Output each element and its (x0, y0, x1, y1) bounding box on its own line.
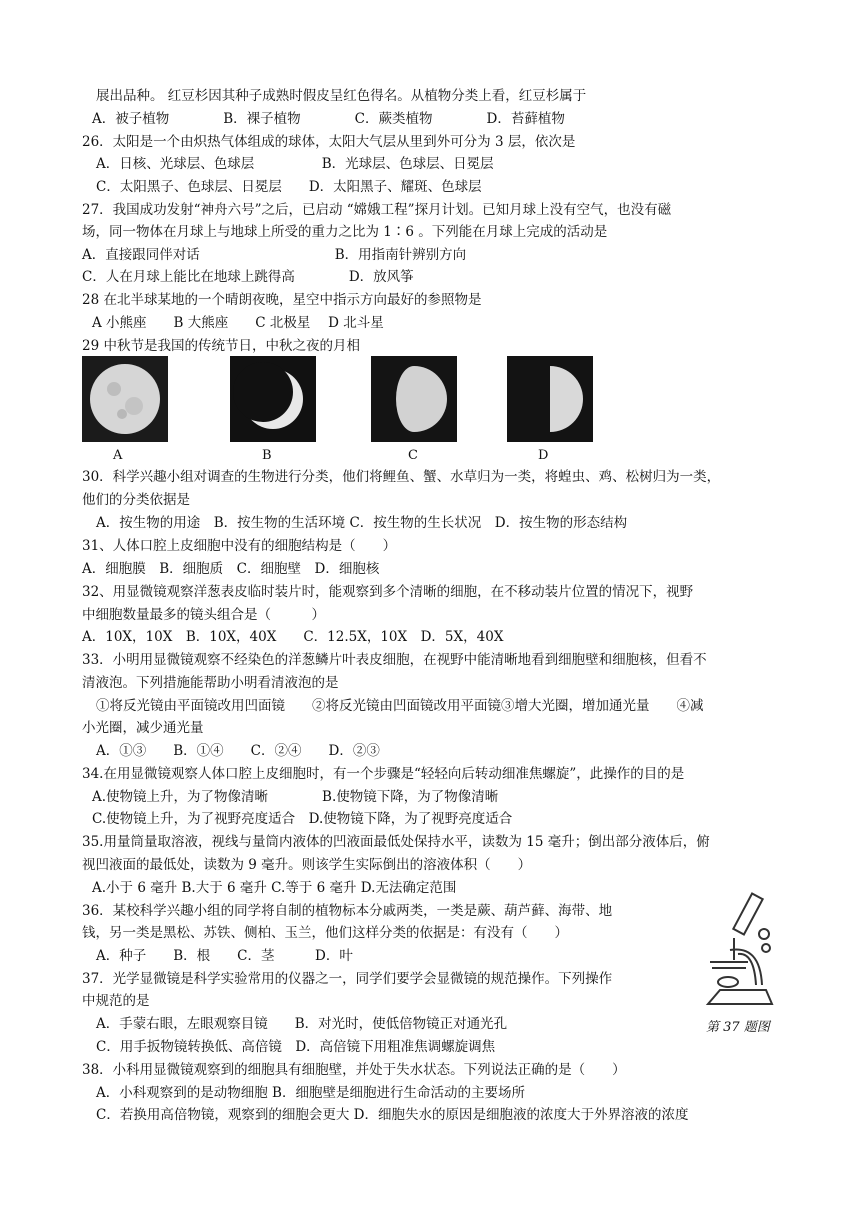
text-line: 视凹液面的最低处，读数为 9 毫升。则该学生实际倒出的溶液体积（ ） (82, 857, 532, 873)
moon-label-a: A (113, 448, 123, 463)
moon-label-d: D (538, 448, 549, 463)
text-line: 33．小明用显微镜观察不经染色的洋葱鳞片叶表皮细胞，在视野中能清晰地看到细胞壁和细胞核，但看不 (82, 652, 707, 668)
figure-caption: 第 37 题图 (706, 1020, 770, 1035)
text-line: 31、人体口腔上皮细胞中没有的细胞结构是（ ） (82, 538, 397, 554)
text-line: 32、用显微镜观察洋葱表皮临时装片时，能观察到多个清晰的细胞，在不移动装片位置的情况下，视野 (82, 584, 694, 600)
text-line: 中细胞数量最多的镜头组合是（ ） (82, 607, 325, 623)
text-line: C．若换用高倍物镜，观察到的细胞会更大 D．细胞失水的原因是细胞液的浓度大于外界溶液的浓度 (96, 1107, 689, 1123)
moon-phase-figure (82, 356, 782, 442)
text-line: 场，同一物体在月球上与地球上所受的重力之比为 1∶6 。下列能在月球上完成的活动是 (82, 224, 608, 240)
text-line: A.使物镜上升，为了物像清晰 B.使物镜下降，为了物像清晰 (92, 789, 499, 805)
text-line: 28 在北半球某地的一个晴朗夜晚，星空中指示方向最好的参照物是 (82, 292, 482, 308)
text-line: 35.用量筒量取溶液，视线与量筒内液体的凹液面最低处保持水平，读数为 15 毫升；倒出部分液体后，俯 (82, 834, 710, 850)
text-line: A．细胞膜 B．细胞质 C．细胞壁 D．细胞核 (82, 561, 380, 577)
text-line: 27．我国成功发射“神舟六号”之后，已启动 “嫦娥工程”探月计划。已知月球上没有空气，也没有磁 (82, 202, 672, 218)
text-line: 小光圈，减少通光量 (82, 720, 204, 736)
moon-label-b: B (262, 448, 272, 463)
text-line: C．人在月球上能比在地球上跳得高 D．放风筝 (82, 269, 414, 285)
text-line: A.小于 6 毫升 B.大于 6 毫升 C.等于 6 毫升 D.无法确定范围 (92, 880, 457, 896)
moon-phase-images (82, 356, 782, 442)
text-line: A．被子植物 B．裸子植物 C．蕨类植物 D．苔藓植物 (92, 111, 565, 127)
text-line: A．按生物的用途 B．按生物的生活环境 C．按生物的生长状况 D．按生物的形态结构 (96, 515, 628, 531)
text-line: 34.在用显微镜观察人体口腔上皮细胞时，有一个步骤是“轻轻向后转动细准焦螺旋”，此操作的目的是 (82, 766, 685, 782)
microscope-illustration (690, 890, 790, 1020)
text-line: 30．科学兴趣小组对调查的生物进行分类，他们将鲤鱼、蟹、水草归为一类，将蝗虫、鸡、松树归为一类， (82, 469, 721, 485)
moon-d-quarter (507, 356, 593, 442)
text-line: A．日核、光球层、色球层 B．光球层、色球层、日冕层 (96, 156, 494, 172)
text-line: A．①③ B．①④ C．②④ D．②③ (96, 743, 380, 759)
text-line: 钱，另一类是黑松、苏铁、侧柏、玉兰，他们这样分类的依据是：有没有（ ） (82, 925, 568, 941)
moon-b-crescent (230, 356, 316, 442)
text-line: 中规范的是 (82, 993, 150, 1009)
text-line: 清液泡。下列措施能帮助小明看清液泡的是 (82, 675, 339, 691)
text-line: 38．小科用显微镜观察到的细胞具有细胞壁，并处于失水状态。下列说法正确的是（ ） (82, 1062, 626, 1078)
text-line: A．手蒙右眼，左眼观察目镜 B．对光时，使低倍物镜正对通光孔 (96, 1016, 508, 1032)
text-line: ①将反光镜由平面镜改用凹面镜 ②将反光镜由凹面镜改用平面镜③增大光圈，增加通光量 ④减 (96, 698, 704, 714)
text-line: C．用手扳物镜转换低、高倍镜 D．高倍镜下用粗准焦调螺旋调焦 (96, 1039, 496, 1055)
text-line: A．10X，10X B．10X，40X C．12.5X，10X D．5X，40X (82, 629, 504, 645)
text-line: C.使物镜上升，为了视野亮度适合 D.使物镜下降，为了视野亮度适合 (92, 811, 513, 827)
text-line: A 小熊座 B 大熊座 C 北极星 D 北斗星 (92, 315, 384, 331)
moon-a-full (82, 356, 168, 442)
moon-label-c: C (408, 448, 418, 463)
text-line: 36．某校科学兴趣小组的同学将自制的植物标本分戚两类，一类是蕨、葫芦藓、海带、地 (82, 903, 613, 919)
text-line: 展出品种。 红豆杉因其种子成熟时假皮呈红色得名。从植物分类上看，红豆杉属于 (96, 88, 587, 104)
text-line: A．种子 B．根 C．茎 D．叶 (96, 948, 353, 964)
text-line: A．直接跟同伴对话 B．用指南针辨别方向 (82, 247, 467, 263)
text-line: 26．太阳是一个由炽热气体组成的球体，太阳大气层从里到外可分为 3 层，依次是 (82, 134, 576, 150)
text-line: C．太阳黑子、色球层、日冕层 D．太阳黑子、耀斑、色球层 (96, 179, 482, 195)
text-line: A．小科观察到的是动物细胞 B．细胞壁是细胞进行生命活动的主要场所 (96, 1085, 525, 1101)
microscope-icon (690, 890, 790, 1020)
text-line: 29 中秋节是我国的传统节日，中秋之夜的月相 (82, 338, 360, 354)
text-line: 37．光学显微镜是科学实验常用的仪器之一，同学们要学会显微镜的规范操作。下列操作 (82, 971, 613, 987)
text-line: 他们的分类依据是 (82, 492, 190, 508)
moon-c-half (371, 356, 457, 442)
